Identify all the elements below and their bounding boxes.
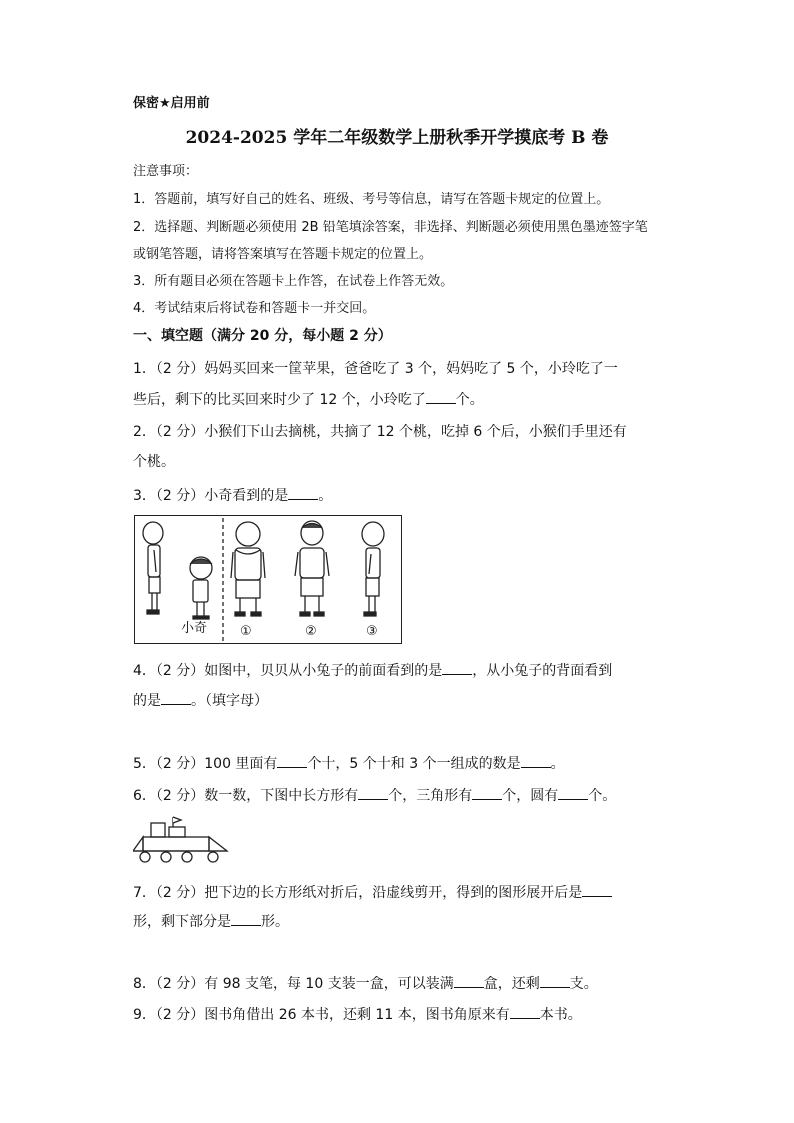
question-text: 。（填字母） xyxy=(191,693,268,709)
question-3 xyxy=(133,485,332,506)
question-3-figure xyxy=(134,515,402,644)
question-text: 个，三角形有 xyxy=(388,788,473,804)
question-4-line-1 xyxy=(133,660,612,681)
option-1-label: ① xyxy=(240,624,252,639)
question-text: 本书。 xyxy=(539,1007,582,1023)
answer-blank[interactable] xyxy=(231,911,261,926)
answer-blank[interactable] xyxy=(288,485,318,500)
boy-side-figure xyxy=(143,522,163,614)
notice-item: 4．考试结束后将试卷和答题卡一并交回。 xyxy=(133,301,376,316)
children-illustration xyxy=(135,516,403,645)
notice-item: 2．选择题、判断题必须使用 2B 铅笔填涂答案，非选择、判断题必须使用黑色墨迹签字笔 xyxy=(133,220,648,235)
question-2-line-2: 个桃。 xyxy=(133,454,175,470)
question-1-line-2 xyxy=(133,389,484,410)
notice-item: 1．答题前，填写好自己的姓名、班级、考号等信息，请写在答题卡规定的位置上。 xyxy=(133,192,610,207)
confidential-mark: 保密★启用前 xyxy=(133,96,210,111)
question-text: 形。 xyxy=(261,914,289,930)
question-text: 9．（2 分）图书角借出 26 本书，还剩 11 本，图书角原来有 xyxy=(133,1007,510,1023)
answer-blank[interactable] xyxy=(358,785,388,800)
page-title: 2024-2025 学年二年级数学上册秋季开学摸底考 B 卷 xyxy=(185,128,609,148)
answer-blank[interactable] xyxy=(510,1004,540,1019)
boy-back-figure xyxy=(231,522,265,616)
answer-blank[interactable] xyxy=(277,753,307,768)
boy-front-figure xyxy=(295,521,329,616)
section-heading: 一、填空题（满分 20 分，每小题 2 分） xyxy=(133,328,392,344)
question-text: 形，剩下部分是 xyxy=(133,914,231,930)
question-6 xyxy=(133,785,616,806)
question-text: 些后，剩下的比买回来时少了 12 个，小玲吃了 xyxy=(133,392,426,408)
answer-blank[interactable] xyxy=(454,973,484,988)
question-4-line-2 xyxy=(133,690,268,711)
question-1-line-1: 1．（2 分）妈妈买回来一筐苹果，爸爸吃了 3 个，妈妈吃了 5 个，小玲吃了一 xyxy=(133,361,618,377)
xiaoqi-figure xyxy=(190,557,212,619)
answer-blank[interactable] xyxy=(442,660,472,675)
answer-blank[interactable] xyxy=(472,785,502,800)
option-3-label: ③ xyxy=(366,624,378,639)
answer-blank[interactable] xyxy=(540,973,570,988)
notice-item: 或钢笔答题，请将答案填写在答题卡规定的位置上。 xyxy=(133,247,433,262)
question-text: 。 xyxy=(318,488,333,504)
answer-blank[interactable] xyxy=(521,753,551,768)
question-9 xyxy=(133,1004,582,1025)
question-text: 个十，5 个十和 3 个一组成的数是 xyxy=(307,756,521,772)
question-text: 5．（2 分）100 里面有 xyxy=(133,756,278,772)
question-2-line-1: 2．（2 分）小猴们下山去摘桃，共摘了 12 个桃，吃掉 6 个后，小猴们手里还有 xyxy=(133,424,627,440)
question-text: 个。 xyxy=(455,392,484,408)
option-2-label: ② xyxy=(305,624,317,639)
answer-blank[interactable] xyxy=(161,690,191,705)
train-shape-figure xyxy=(133,813,233,865)
boy-right-side-figure xyxy=(362,522,384,616)
notice-item: 3．所有题目必须在答题卡上作答，在试卷上作答无效。 xyxy=(133,274,454,289)
question-text: 。 xyxy=(550,756,565,772)
question-text: 盒，还剩 xyxy=(483,976,540,992)
question-text: 个。 xyxy=(588,788,617,804)
question-5 xyxy=(133,753,565,774)
question-text: 3．（2 分）小奇看到的是 xyxy=(133,488,289,504)
question-text: 4．（2 分）如图中，贝贝从小兔子的前面看到的是 xyxy=(133,663,443,679)
answer-blank[interactable] xyxy=(558,785,588,800)
question-text: 个，圆有 xyxy=(502,788,559,804)
xiaoqi-label: 小奇 xyxy=(181,621,208,636)
question-7-line-2 xyxy=(133,911,289,932)
notice-heading: 注意事项： xyxy=(133,164,199,179)
question-8 xyxy=(133,973,598,994)
answer-blank[interactable] xyxy=(426,389,456,404)
question-text: ，从小兔子的背面看到 xyxy=(472,663,613,679)
question-text: 支。 xyxy=(569,976,598,992)
question-text: 7．（2 分）把下边的长方形纸对折后，沿虚线剪开，得到的图形展开后是 xyxy=(133,885,583,901)
answer-blank[interactable] xyxy=(582,882,612,897)
question-7-line-1 xyxy=(133,882,612,903)
question-text: 的是 xyxy=(133,693,161,709)
question-text: 8．（2 分）有 98 支笔，每 10 支装一盒，可以装满 xyxy=(133,976,454,992)
question-text: 6．（2 分）数一数，下图中长方形有 xyxy=(133,788,359,804)
